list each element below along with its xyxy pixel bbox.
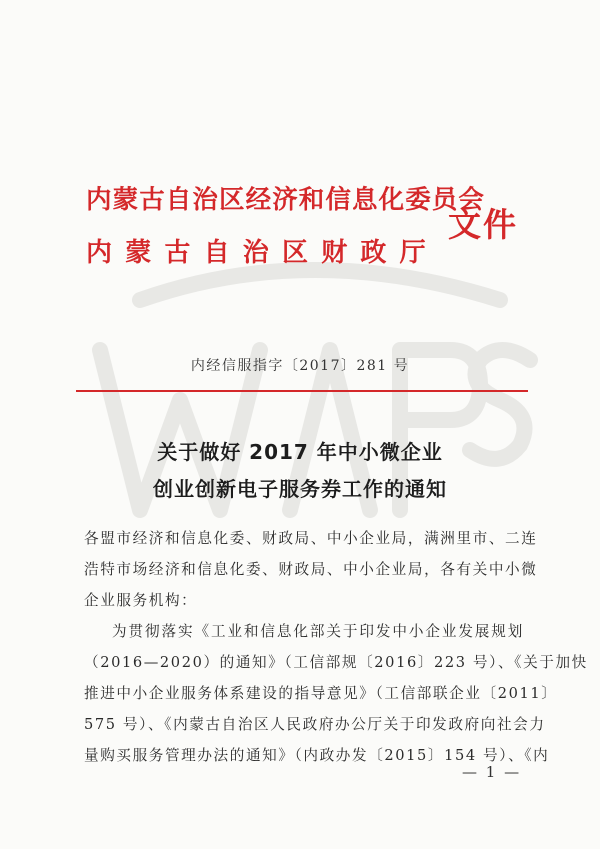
- watermark-logo: [80, 260, 540, 560]
- red-divider: [76, 390, 528, 392]
- body-line: （2016—2020）的通知》（工信部规〔2016〕223 号）、《关于加快: [84, 654, 588, 671]
- recipients-line: 企业服务机构：: [84, 592, 198, 609]
- title-line-2: 创业创新电子服务券工作的通知: [153, 477, 447, 501]
- body-line: 为贯彻落实《工业和信息化部关于印发中小企业发展规划: [112, 623, 524, 640]
- letterhead: [86, 185, 556, 288]
- document-type-label: 文件: [448, 205, 518, 244]
- issuer-name-1: 内蒙古自治区经济和信息化委员会: [86, 185, 486, 215]
- page-number: — 1 —: [462, 763, 522, 781]
- body-line: 推进中小企业服务体系建设的指导意见》（工信部联企业〔2011〕: [84, 685, 558, 702]
- body-line: 量购买服务管理办法的通知》（内政办发〔2015〕154 号）、《内: [84, 747, 550, 764]
- recipients-line: 各盟市经济和信息化委、财政局、中小企业局，满洲里市、二连: [84, 530, 538, 547]
- body-line: 575 号）、《内蒙古自治区人民政府办公厅关于印发政府向社会力: [84, 716, 546, 733]
- recipients-line: 浩特市场经济和信息化委、财政局、中小企业局，各有关中小微: [84, 561, 538, 578]
- title-line-1: 关于做好 2017 年中小微企业: [157, 440, 443, 464]
- issuer-name-2: 内蒙古自治区财政厅: [86, 238, 439, 268]
- document-number: 内经信服指字〔2017〕281 号: [190, 358, 410, 374]
